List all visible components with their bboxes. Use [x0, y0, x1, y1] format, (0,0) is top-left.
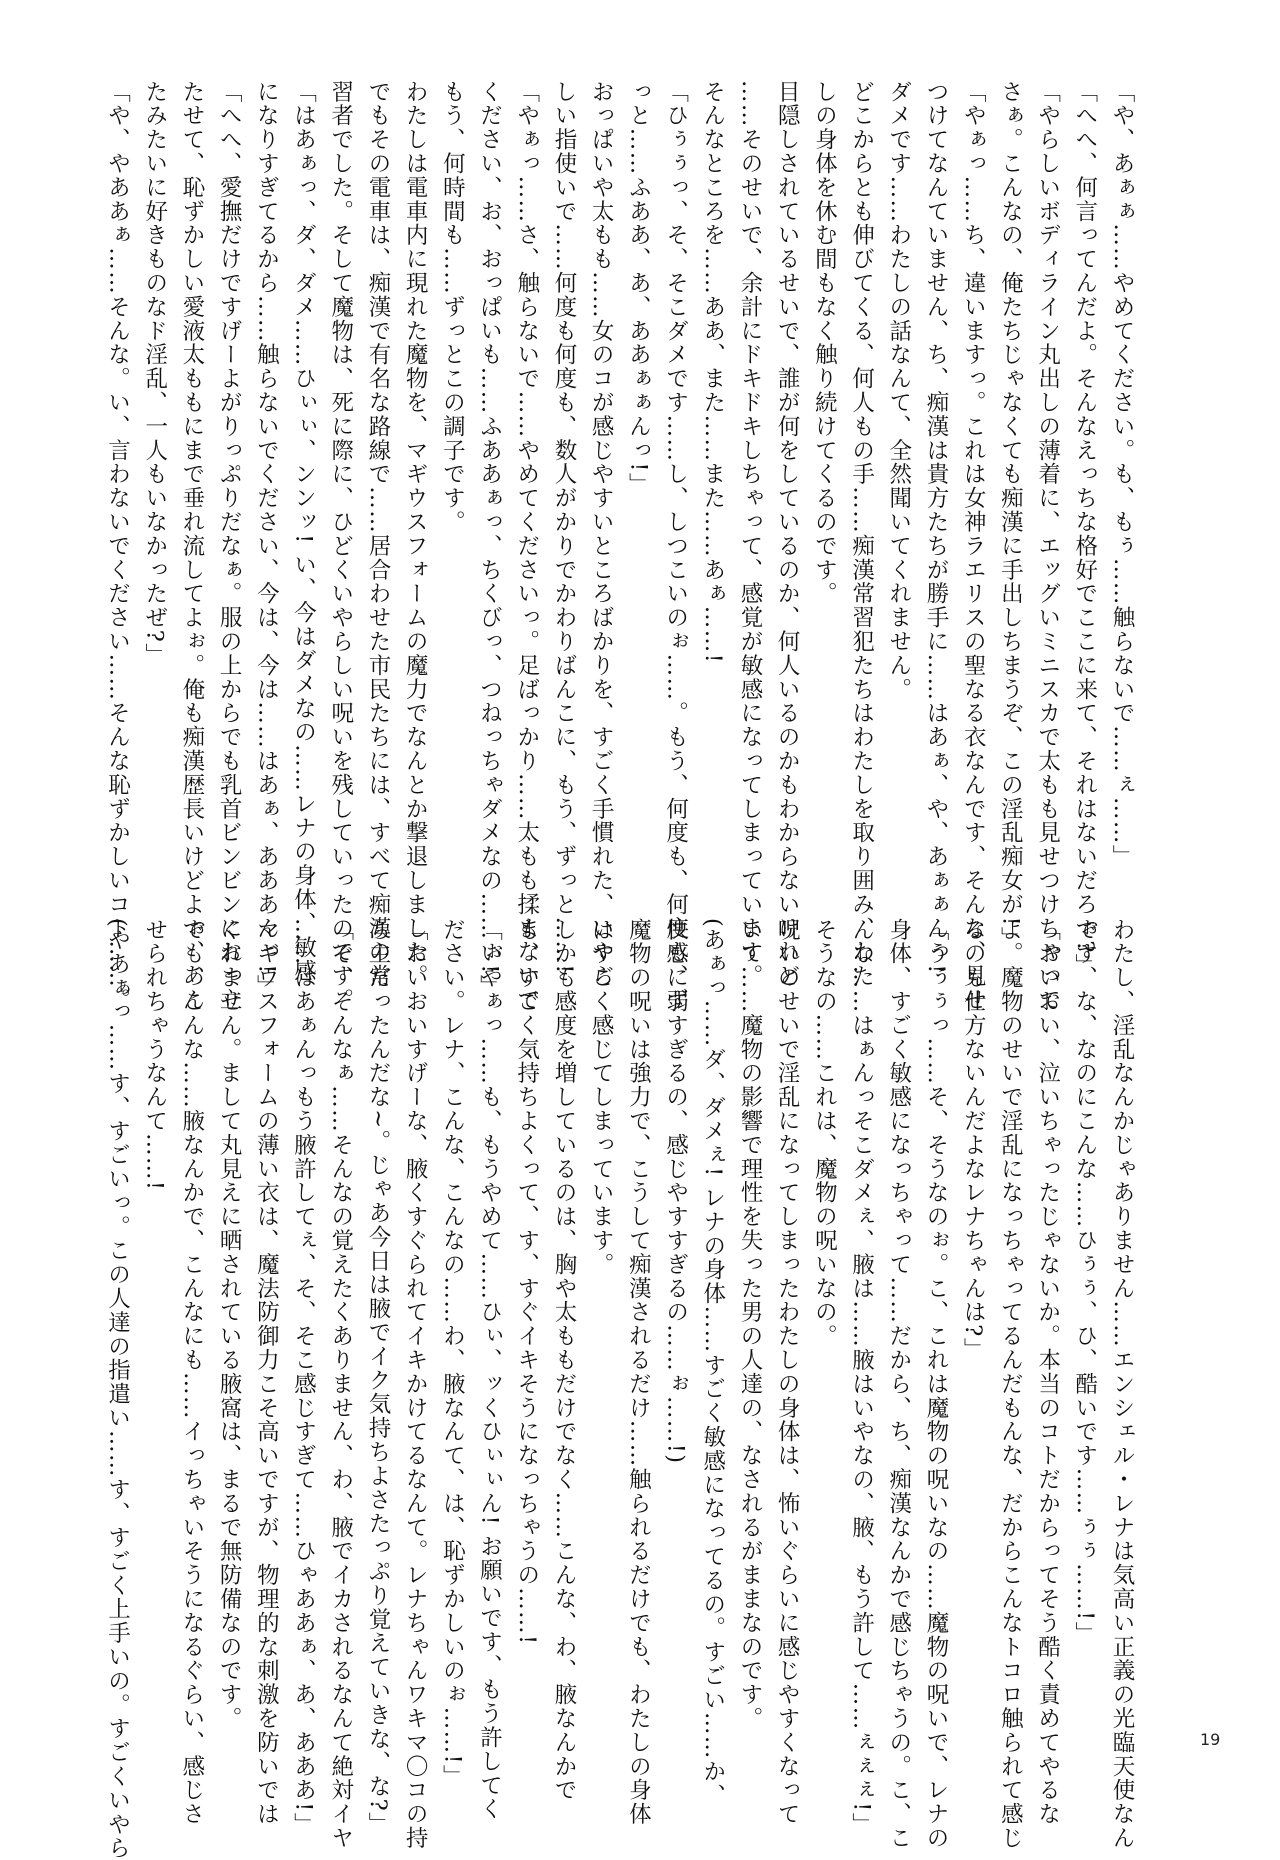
page-number: 19 — [1200, 1730, 1221, 1749]
text-column: つけてなんていません、ち、痴漢は貴方たちが勝手に……はあぁ、や、あぁぁんっ! — [922, 80, 949, 975]
text-column: 「へへ、愛撫だけですげーよがりっぷりだなぁ。服の上からでも乳首ビンビンにおっ立 — [216, 80, 243, 1013]
text-column: どこからとも伸びてくる、何人もの手……痴漢常習犯たちはわたしを取り囲み、わた — [848, 80, 875, 989]
text-column: おっぱいや太もも……女のコが感じやすいところばかりを、すごく手慣れた、いやら — [588, 80, 615, 989]
text-column: るのも仕方ないんだよなレナちゃんは?」 — [960, 918, 987, 1362]
text-column: せられちゃうなんて……! — [141, 918, 168, 1192]
text-column: ち主だったんだな~。じゃあ今日は腋でイク気持ちよさたっぷり覚えていきな、な?」 — [364, 918, 391, 1837]
text-column: そうなの……これは、魔物の呪いなの。 — [811, 918, 838, 1349]
text-column: はすごく感じてしまっています。 — [588, 918, 615, 1277]
text-column: になりすぎてるから……触らないでください、今は、今は……はあぁ、あああんっ!」 — [253, 80, 280, 999]
text-column: たみたいに好きものなド淫乱、一人もいなかったぜ?」 — [141, 80, 168, 668]
text-column: 「おいおいすげーな、腋くすぐられてイキかけてるなんて。レナちゃんワキマ〇コの持 — [402, 918, 429, 1851]
text-column: たせて、恥ずかしい愛液太ももにまで垂れ流してよぉ。俺も痴漢歴長いけどよぉ、あん — [178, 80, 205, 1013]
text-column: マギウスフォームの薄い衣は、魔法防御力こそ高いですが、物理的な刺激を防いでは — [253, 918, 280, 1827]
text-column: ださい。レナ、こんな、こんなの……わ、腋なんて、は、恥ずかしいのぉ……!」 — [439, 918, 466, 1789]
text-column: 「やらしいボディライン丸出しの薄着に、エッグいミニスカで太もも見せつけちゃって — [1034, 80, 1061, 1013]
text-column: 「やぁっ……ち、違いますっ。これは女神ラエリスの聖なる衣なんです、そんな、見せ — [960, 80, 987, 1013]
text-column: 「や、あぁぁ……やめてください。も、もぅ……触らないで……ぇ……」 — [1109, 80, 1135, 869]
text-column: よ。魔物のせいで淫乱になっちゃってるんだもんな、だからこんなトコロ触られて感じ — [997, 918, 1024, 1851]
text-column: 「おいおい、泣いちゃったじゃないか。本当のコトだからってそう酷く責めてやるな — [1034, 918, 1061, 1827]
text-column: 「うぅぅっ……そ、そうなのぉ。こ、これは魔物の呪いなの……魔物の呪いで、レナの — [922, 918, 949, 1851]
text-column: 「そ、そんなぁ……そんなの覚えたくありません、わ、腋でイカされるなんて絶対イヤ — [327, 918, 354, 1851]
text-column: わたし、淫乱なんかじゃありません……エンシェル・レナは気高い正義の光臨天使なん — [1109, 918, 1135, 1851]
text-column: いて……魔物の影響で理性を失った男の人達の、なされるがままなのです。 — [736, 918, 763, 1731]
text-column: も、すごく気持ちよくって、す、すぐイキそうになっちゃうの……! — [513, 918, 540, 1646]
text-column: しい指使いで……何度も何度も、数人がかりでかわりばんこに、もう、ずっと……! — [550, 80, 577, 975]
text-column: そんなところを……ああ、また……また……あぁ……! — [699, 80, 726, 665]
text-column: 目隠しされているせいで、誰が何をしているのか、何人いるのかもわからないけれど — [774, 80, 801, 989]
text-column: 「ひぅぅっ、そ、そこダメです……し、しつこいのぉ……。もう、何度も、何度も、ず — [662, 80, 689, 1013]
text-column: ……そのせいで、余計にドキドキしちゃって、感覚が敏感になってしまっています。 — [736, 80, 763, 989]
text-column: 「やぁっ……さ、触らないで……やめてくださいっ。足ばっかり……太もも揉まないで — [513, 80, 540, 1013]
text-column: もう、何時間も……ずっとこの調子です。 — [439, 80, 466, 535]
text-column: でも、こんな……腋なんかで、こんなにも……イっちゃいそうになるぐらい、感じさ — [178, 918, 205, 1827]
text-column: わたしは電車内に現れた魔物を、マギウスフォームの魔力でなんとか撃退しました。 — [402, 80, 429, 989]
text-column: でもその電車は、痴漢で有名な路線で……居合わせた市民たちには、すべて痴漢の常 — [364, 80, 391, 989]
text-column: さぁ。こんなの、俺たちじゃなくても痴漢に手出しちまうぞ、この淫乱痴女が!」 — [997, 80, 1024, 951]
text-column: ……はあぁんっもう腋許してぇ、そ、そこ感じすぎて……ひゃああぁ、あ、あああ!」 — [290, 918, 317, 1837]
text-column: 呪いのせいで淫乱になってしまったわたしの身体は、怖いぐらいに感じやすくなって — [774, 918, 801, 1827]
text-column: っと……ふああ、あ、ああぁぁんっ!」 — [625, 80, 652, 497]
text-column: くれません。まして丸見えに晒されている腋窩は、まるで無防備なのです。 — [216, 918, 243, 1731]
text-column: 快感に弱すぎるの、感じやすすぎるの……ぉ……!) — [662, 918, 689, 1465]
text-block-top — [104, 80, 1140, 1013]
text-column: 「はあぁっ、ダ、ダメ……ひぃぃ、ンンッ! い、今はダメなの……レナの身体、敏感 — [290, 80, 317, 984]
text-column: んな……はぁんっそこダメぇ、腋は……腋はいやなの、腋、もう許して……ぇぇぇ!」 — [848, 918, 875, 1837]
text-block-bottom — [104, 918, 1140, 1860]
text-column: ください、お、おっぱいも……ふああぁっ、ちくびっ、つねっちゃダメなの……ぉ!」 — [476, 80, 503, 999]
text-column: 魔物の呪いは強力で、こうして痴漢されるだけ……触られるだけでも、わたしの身体 — [625, 918, 652, 1827]
text-column: 習者でした。そして魔物は、死に際に、ひどくいやらしい呪いを残していったのです。 — [327, 80, 354, 1013]
text-column: ダメです……わたしの話なんて、全然聞いてくれません。 — [885, 80, 912, 702]
text-column: しの身体を休む間もなく触り続けてくるのです。 — [811, 80, 838, 606]
text-column: です、な、なのにこんな……ひぅぅ、ひ、酷いです……ぅぅ……!」 — [1071, 918, 1098, 1646]
text-column: 身体、すごく敏感になっちゃって……だから、ち、痴漢なんかで感じちゃうの。こ、こ — [885, 918, 912, 1851]
text-column: しかも感度を増しているのは、胸や太ももだけでなく……こんな、わ、腋なんかで — [550, 918, 577, 1803]
text-column: 「いやぁっ……も、もうやめて……ひぃ、ッくひぃぃん! お願いです、もう許してく — [476, 918, 503, 1822]
text-column: (あぁっ……ダ、ダメぇ! レナの身体……すごく敏感になってるの。すごい……か、 — [699, 918, 726, 1808]
text-column: (やあぁっ……す、すごいっ。この人達の指遣い……す、すごく上手いの。すごくいやら — [104, 918, 131, 1860]
text-column: 「や、やああぁ……そんな。い、言わないでください……そんな恥ずかしいコト……。 — [104, 80, 131, 1013]
text-column: 「へへ、何言ってんだよ。そんなえっちな格好でここに来て、それはないだろぉ?」 — [1071, 80, 1098, 978]
